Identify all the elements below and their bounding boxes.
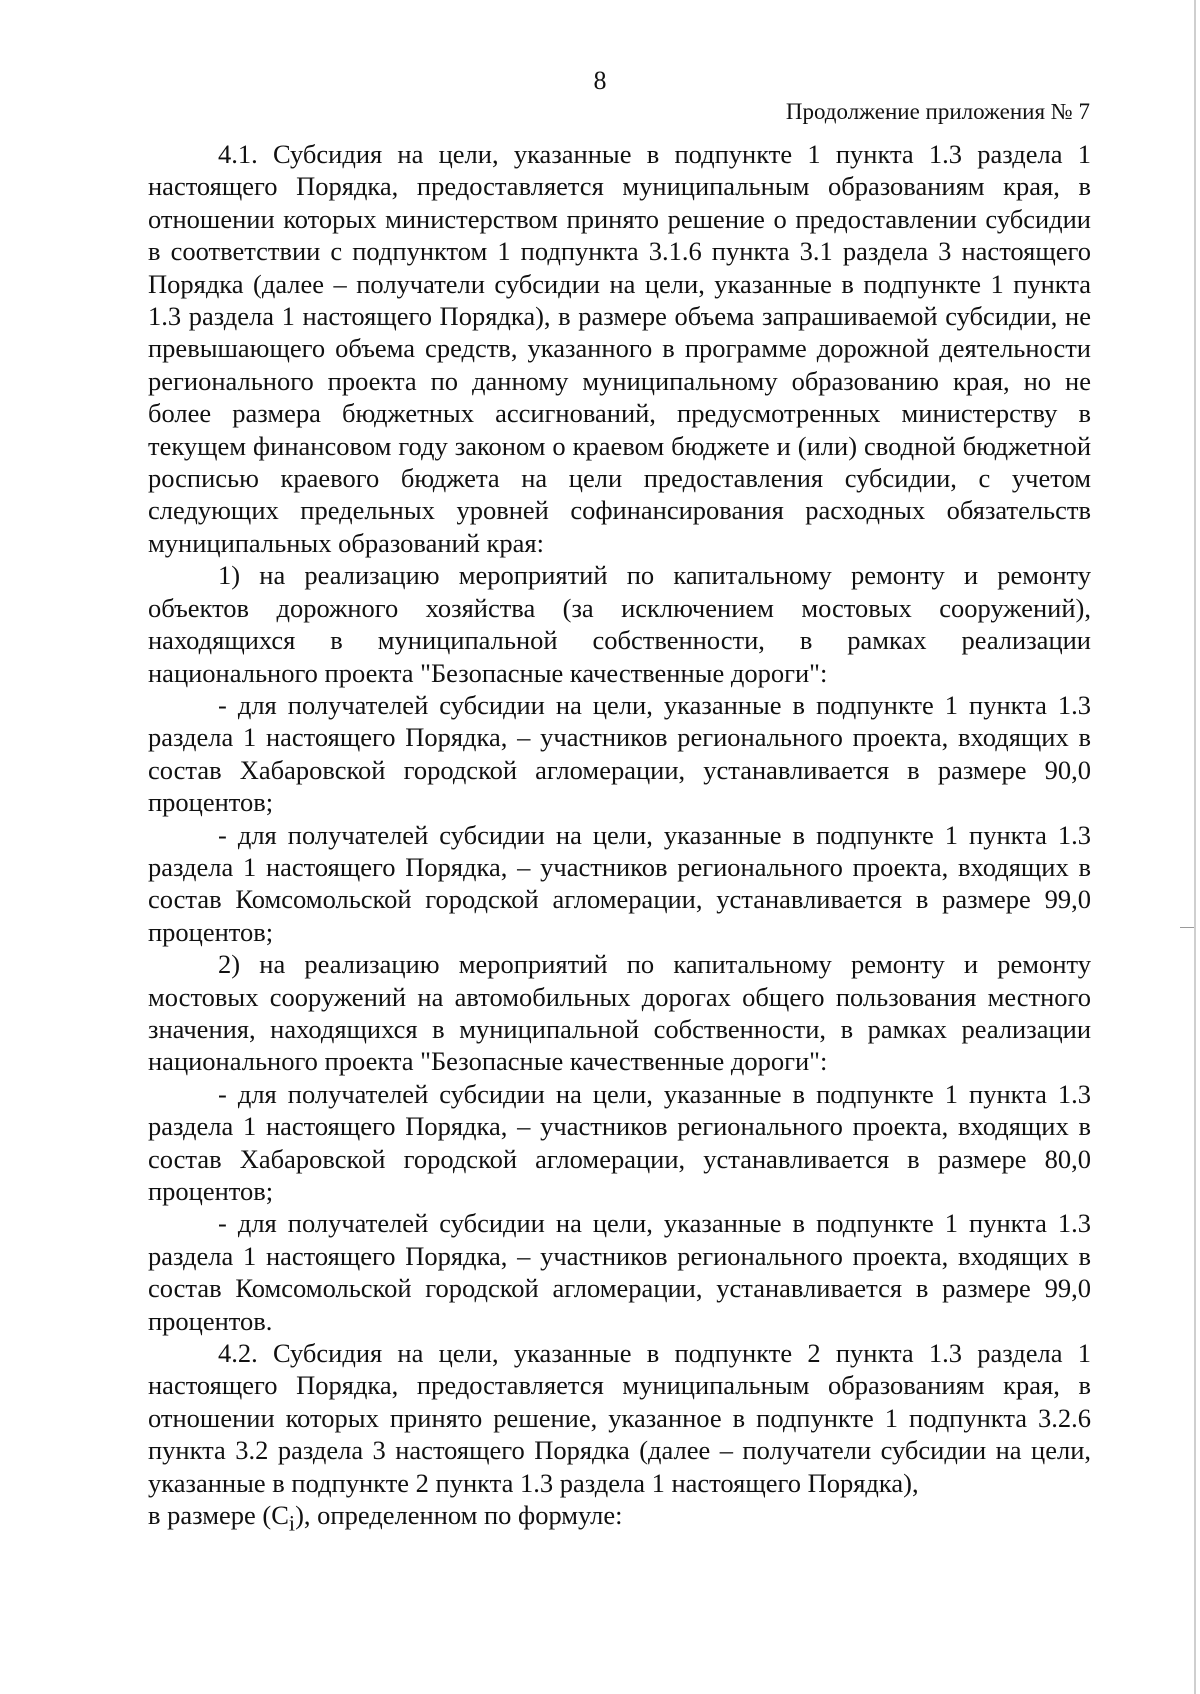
paragraph-4-1: 4.1. Субсидия на цели, указанные в подпункте 1 пункта 1.3 раздела 1 настоящего Порядка, предоставляется муниципальным образованиям края, в отношении которых министерством принято решение о предоставлении субсидии в соответствии с подпунктом 1 подпункта 3.1.6 пункта 3.1 раздела 3 настоящего Порядка (далее – получатели субсидии на цели, указанные в подпункте 1 пункта 1.3 раздела 1 настоящего Порядка), в размере объема запрашиваемой субсидии, не превышающего объема средств, указанного в программе дорожной деятельности регионального проекта по данному муниципальному образованию края, но не более размера бюджетных ассигнований, предусмотренных министерству в текущем финансовом году законом о краевом бюджете и (или) сводной бюджетной росписью краевого бюджета на цели предоставления субсидии, с учетом следующих предельных уровней софинансирования расходных обязательств муниципальных образований края: [148,139,1091,558]
scan-edge-line [1194,0,1196,1694]
formula-intro-line [148,1499,1091,1540]
paragraph-item-2-khabarovsk: - для получателей субсидии на цели, указанные в подпункте 1 пункта 1.3 раздела 1 настоящего Порядка, – участников регионального проекта, входящих в состав Хабаровской городской агломерации, устанавливается в размере 80,0 процентов; [148,1078,1091,1206]
appendix-continuation-header: Продолжение приложения № 7 [785,99,1090,124]
paragraph-item-1-komsomolsk: - для получателей субсидии на цели, указанные в подпункте 1 пункта 1.3 раздела 1 настоящего Порядка, – участников регионального проекта, входящих в состав Комсомольской городской агломерации, устанавливается в размере 99,0 процентов; [148,819,1091,947]
formula-intro-after: ), определенном по формуле: [295,1500,623,1531]
paragraph-item-2-komsomolsk: - для получателей субсидии на цели, указанные в подпункте 1 пункта 1.3 раздела 1 настоящего Порядка, – участников регионального проекта, входящих в состав Комсомольской городской агломерации, устанавливается в размере 99,0 процентов. [148,1208,1091,1336]
paragraph-item-1: 1) на реализацию мероприятий по капитальному ремонту и ремонту объектов дорожного хозяйства (за исключением мостовых сооружений), находящихся в муниципальной собственности, в рамках реализации национального проекта "Безопасные качественные дороги": [148,560,1091,688]
paragraph-item-1-khabarovsk: - для получателей субсидии на цели, указанные в подпункте 1 пункта 1.3 раздела 1 настоящего Порядка, – участников регионального проекта, входящих в состав Хабаровской городской агломерации, устанавливается в размере 90,0 процентов; [148,689,1091,818]
paragraph-item-2: 2) на реализацию мероприятий по капитальному ремонту и ремонту мостовых сооружений на автомобильных дорогах общего пользования местного значения, находящихся в муниципальной собственности, в рамках реализации национального проекта "Безопасные качественные дороги": [148,949,1091,1077]
page-number: 8 [593,66,607,95]
scan-edge-tick [1180,927,1194,928]
document-body [148,138,1091,1540]
formula-intro-subscript: i [288,1510,296,1536]
formula-intro-before: в размере (C [148,1500,289,1531]
paragraph-4-2: 4.2. Субсидия на цели, указанные в подпункте 2 пункта 1.3 раздела 1 настоящего Порядка, предоставляется муниципальным образованиям края, в отношении которых принято решение, указанное в подпункте 1 подпункта 3.2.6 пункта 3.2 раздела 3 настоящего Порядка (далее – получатели субсидии на цели, указанные в подпункте 2 пункта 1.3 раздела 1 настоящего Порядка), [148,1338,1091,1498]
